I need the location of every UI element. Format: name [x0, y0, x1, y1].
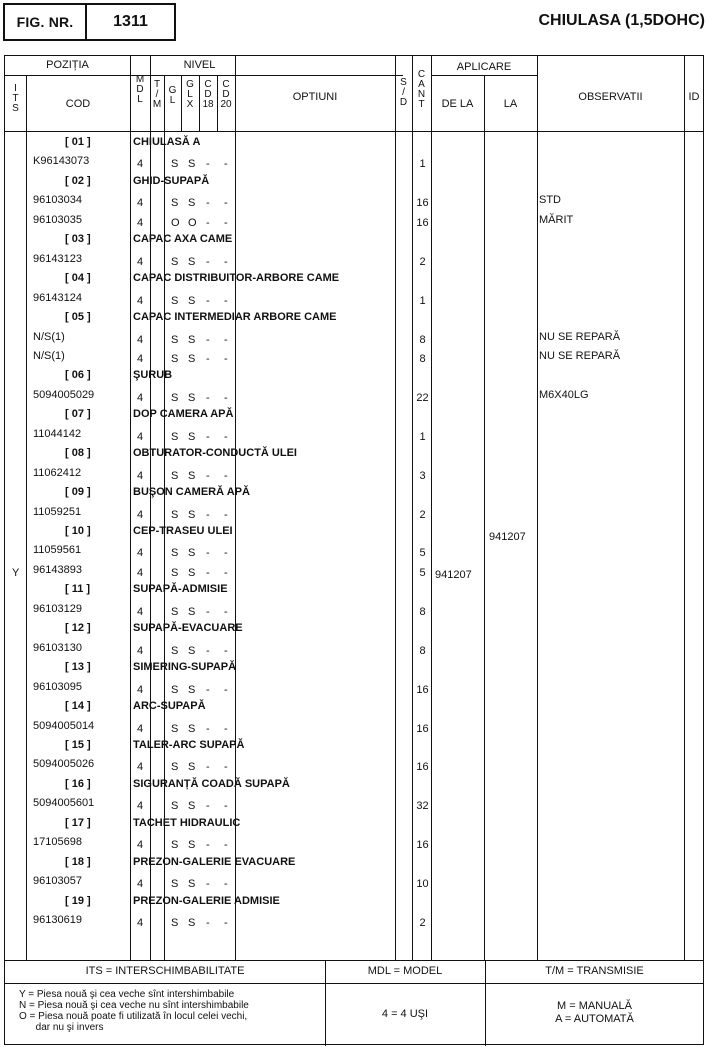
group-position: [ 11 ] [65, 583, 91, 595]
group-name: ŞURUB [133, 369, 173, 381]
col-cod: COD [65, 98, 91, 110]
model-code: 4 [137, 567, 144, 579]
level-gl: S [171, 197, 179, 209]
level-gl: S [171, 431, 179, 443]
col-aplicare: APLICARE [456, 61, 512, 73]
model-code: 4 [137, 684, 144, 696]
model-code: 4 [137, 470, 144, 482]
level-gl: S [171, 684, 179, 696]
group-position: [ 12 ] [65, 622, 91, 634]
group-name: OBTURATOR-CONDUCTĂ ULEI [133, 447, 297, 459]
group-name: CAPAC INTERMEDIAR ARBORE CAME [133, 311, 337, 323]
level-cd18: - [206, 256, 210, 268]
model-code: 4 [137, 761, 144, 773]
page-title: CHIULASA (1,5DOHC) [538, 12, 705, 29]
level-gl: S [171, 392, 179, 404]
quantity: 32 [416, 800, 429, 812]
its-flag: Y [12, 567, 20, 579]
model-code: 4 [137, 392, 144, 404]
group-name: SUPAPĂ-ADMISIE [133, 583, 228, 595]
level-cd20: - [224, 878, 228, 890]
quantity: 3 [419, 470, 426, 482]
part-code: K96143073 [33, 155, 90, 167]
observation: STD [539, 194, 561, 206]
observation: MĂRIT [539, 214, 574, 226]
model-code: 4 [137, 878, 144, 890]
level-gl: S [171, 547, 179, 559]
level-glx: S [188, 645, 196, 657]
quantity: 16 [416, 684, 429, 696]
level-gl: S [171, 723, 179, 735]
quantity: 1 [419, 295, 426, 307]
applicable-from: 941207 [435, 569, 472, 581]
level-gl: S [171, 800, 179, 812]
group-name: GHID-SUPAPĂ [133, 175, 210, 187]
quantity: 16 [416, 839, 429, 851]
part-code: 96103130 [33, 642, 82, 654]
level-cd18: - [206, 800, 210, 812]
observation: NU SE REPARĂ [539, 350, 621, 362]
part-code: N/S(1) [33, 331, 65, 343]
applicable-to: 941207 [489, 531, 526, 543]
group-position: [ 09 ] [65, 486, 91, 498]
level-glx: S [188, 509, 196, 521]
figure-number-box [3, 3, 176, 41]
quantity: 16 [416, 217, 429, 229]
group-position: [ 06 ] [65, 369, 91, 381]
group-position: [ 14 ] [65, 700, 91, 712]
level-cd20: - [224, 470, 228, 482]
level-glx: S [188, 917, 196, 929]
level-cd20: - [224, 197, 228, 209]
model-code: 4 [137, 158, 144, 170]
group-position: [ 19 ] [65, 895, 91, 907]
level-glx: S [188, 295, 196, 307]
level-cd18: - [206, 606, 210, 618]
level-glx: S [188, 839, 196, 851]
col-pozitia: POZIȚIA [46, 59, 89, 71]
group-position: [ 15 ] [65, 739, 91, 751]
level-cd18: - [206, 353, 210, 365]
level-cd20: - [224, 917, 228, 929]
part-code: 96143893 [33, 564, 82, 576]
col-nivel: NIVEL [183, 59, 216, 71]
level-cd20: - [224, 645, 228, 657]
group-position: [ 17 ] [65, 817, 91, 829]
col-optiuni: OPTIUNI [292, 91, 338, 103]
level-cd18: - [206, 567, 210, 579]
level-cd20: - [224, 509, 228, 521]
model-code: 4 [137, 839, 144, 851]
level-gl: S [171, 353, 179, 365]
group-name: DOP CAMERA APĂ [133, 408, 234, 420]
part-code: 96103129 [33, 603, 82, 615]
level-gl: S [171, 761, 179, 773]
col-id: ID [688, 91, 700, 103]
level-cd18: - [206, 217, 210, 229]
level-glx: S [188, 547, 196, 559]
col-cd20: C D 20 [220, 79, 232, 110]
quantity: 16 [416, 761, 429, 773]
group-name: BUŞON CAMERĂ APĂ [133, 486, 250, 498]
level-cd18: - [206, 197, 210, 209]
level-glx: S [188, 761, 196, 773]
level-glx: S [188, 158, 196, 170]
group-position: [ 05 ] [65, 311, 91, 323]
level-glx: O [188, 217, 197, 229]
group-position: [ 13 ] [65, 661, 91, 673]
part-code: 96103035 [33, 214, 82, 226]
level-cd18: - [206, 334, 210, 346]
level-gl: S [171, 567, 179, 579]
level-gl: S [171, 295, 179, 307]
level-cd20: - [224, 217, 228, 229]
level-gl: S [171, 606, 179, 618]
level-cd18: - [206, 431, 210, 443]
part-code: 96103034 [33, 194, 82, 206]
part-code: 5094005014 [33, 720, 95, 732]
model-code: 4 [137, 197, 144, 209]
level-cd20: - [224, 334, 228, 346]
col-glx: G L X [186, 79, 194, 110]
col-observatii: OBSERVATII [578, 91, 643, 103]
group-name: SIGURANȚĂ COADĂ SUPAPĂ [133, 778, 290, 790]
legend-tm-lines [485, 1000, 704, 1026]
level-glx: S [188, 431, 196, 443]
level-gl: O [171, 217, 180, 229]
level-cd20: - [224, 839, 228, 851]
quantity: 5 [419, 547, 426, 559]
model-code: 4 [137, 334, 144, 346]
group-position: [ 10 ] [65, 525, 91, 537]
legend-its-line: N = Piesa nouă şi cea veche nu sînt intershimbabile [19, 1000, 249, 1011]
level-glx: S [188, 606, 196, 618]
level-cd18: - [206, 684, 210, 696]
quantity: 2 [419, 917, 426, 929]
model-code: 4 [137, 431, 144, 443]
legend-its-line: dar nu şi invers [19, 1022, 104, 1033]
quantity: 2 [419, 509, 426, 521]
col-cant: C A N T [417, 69, 426, 110]
level-cd20: - [224, 158, 228, 170]
group-position: [ 08 ] [65, 447, 91, 459]
level-gl: S [171, 878, 179, 890]
quantity: 1 [419, 158, 426, 170]
level-cd20: - [224, 684, 228, 696]
level-gl: S [171, 645, 179, 657]
group-position: [ 02 ] [65, 175, 91, 187]
quantity: 8 [419, 606, 426, 618]
group-name: CHIULASĂ A [133, 136, 201, 148]
legend-tm-line: M = MANUALĂ [557, 1000, 632, 1012]
part-code: 96143123 [33, 253, 82, 265]
col-gl: G L [168, 85, 177, 106]
level-cd18: - [206, 295, 210, 307]
quantity: 8 [419, 645, 426, 657]
quantity: 16 [416, 723, 429, 735]
legend-tm-title: T/M = TRANSMISIE [545, 965, 644, 977]
level-cd18: - [206, 547, 210, 559]
level-cd20: - [224, 392, 228, 404]
part-code: 11059561 [33, 544, 82, 556]
legend-its-line: Y = Piesa nouă şi cea veche sînt intershimbabile [19, 989, 235, 1000]
level-cd18: - [206, 158, 210, 170]
group-position: [ 01 ] [65, 136, 91, 148]
part-code: 17105698 [33, 836, 82, 848]
group-position: [ 18 ] [65, 856, 91, 868]
group-position: [ 16 ] [65, 778, 91, 790]
level-cd20: - [224, 431, 228, 443]
model-code: 4 [137, 509, 144, 521]
model-code: 4 [137, 295, 144, 307]
parts-table [4, 55, 704, 1045]
level-glx: S [188, 878, 196, 890]
level-cd20: - [224, 567, 228, 579]
level-cd20: - [224, 547, 228, 559]
model-code: 4 [137, 217, 144, 229]
legend-its-title: ITS = INTERSCHIMBABILITATE [85, 965, 245, 977]
part-code: 96130619 [33, 914, 82, 926]
group-position: [ 03 ] [65, 233, 91, 245]
level-glx: S [188, 684, 196, 696]
level-cd18: - [206, 761, 210, 773]
figure-number: 1311 [113, 13, 148, 30]
quantity: 2 [419, 256, 426, 268]
group-name: CEP-TRASEU ULEI [133, 525, 233, 537]
level-gl: S [171, 917, 179, 929]
col-mdl: M D L [135, 74, 145, 105]
col-its: I T S [12, 83, 19, 114]
quantity: 10 [416, 878, 429, 890]
level-glx: S [188, 567, 196, 579]
model-code: 4 [137, 547, 144, 559]
level-gl: S [171, 334, 179, 346]
group-name: ARC-SUPAPĂ [133, 700, 206, 712]
model-code: 4 [137, 800, 144, 812]
part-code: 5094005601 [33, 797, 95, 809]
model-code: 4 [137, 645, 144, 657]
level-gl: S [171, 470, 179, 482]
level-cd18: - [206, 392, 210, 404]
level-cd18: - [206, 470, 210, 482]
group-name: PREZON-GALERIE EVACUARE [133, 856, 296, 868]
group-name: CAPAC DISTRIBUITOR-ARBORE CAME [133, 272, 340, 284]
col-cd18: C D 18 [202, 79, 214, 110]
level-cd20: - [224, 723, 228, 735]
level-cd18: - [206, 645, 210, 657]
level-cd18: - [206, 723, 210, 735]
level-cd20: - [224, 761, 228, 773]
part-code: 11062412 [33, 467, 82, 479]
level-glx: S [188, 723, 196, 735]
level-cd18: - [206, 839, 210, 851]
quantity: 5 [419, 567, 426, 579]
level-glx: S [188, 334, 196, 346]
model-code: 4 [137, 256, 144, 268]
level-glx: S [188, 256, 196, 268]
model-code: 4 [137, 606, 144, 618]
col-la: LA [503, 98, 518, 110]
legend-its-line: O = Piesa nouă poate fi utilizată în locul celei vechi, [19, 1011, 248, 1022]
group-name: TALER-ARC SUPAPĂ [133, 739, 245, 751]
legend-mdl-value: 4 = 4 UŞI [381, 1008, 429, 1020]
col-de-la: DE LA [441, 98, 474, 110]
model-code: 4 [137, 723, 144, 735]
level-cd20: - [224, 295, 228, 307]
level-cd18: - [206, 917, 210, 929]
level-glx: S [188, 470, 196, 482]
group-name: CAPAC AXA CAME [133, 233, 233, 245]
level-glx: S [188, 353, 196, 365]
part-code: 11059251 [33, 506, 82, 518]
level-cd20: - [224, 256, 228, 268]
level-glx: S [188, 800, 196, 812]
group-position: [ 04 ] [65, 272, 91, 284]
level-cd18: - [206, 509, 210, 521]
model-code: 4 [137, 917, 144, 929]
level-cd20: - [224, 606, 228, 618]
part-code: 96103057 [33, 875, 82, 887]
group-name: SIMERING-SUPAPĂ [133, 661, 237, 673]
group-name: PREZON-GALERIE ADMISIE [133, 895, 280, 907]
level-gl: S [171, 158, 179, 170]
legend-tm-line: A = AUTOMATĂ [555, 1013, 634, 1025]
observation: M6X40LG [539, 389, 589, 401]
level-gl: S [171, 839, 179, 851]
part-code: 5094005026 [33, 758, 95, 770]
group-name: SUPAPĂ-EVACUARE [133, 622, 243, 634]
part-code: N/S(1) [33, 350, 65, 362]
part-code: 96103095 [33, 681, 82, 693]
level-gl: S [171, 509, 179, 521]
part-code: 5094005029 [33, 389, 95, 401]
group-position: [ 07 ] [65, 408, 91, 420]
quantity: 8 [419, 334, 426, 346]
quantity: 16 [416, 197, 429, 209]
observation: NU SE REPARĂ [539, 331, 621, 343]
level-cd20: - [224, 353, 228, 365]
legend-mdl-title: MDL = MODEL [367, 965, 443, 977]
col-sd: S / D [399, 77, 408, 108]
level-glx: S [188, 197, 196, 209]
legend-its-lines [19, 989, 249, 1033]
model-code: 4 [137, 353, 144, 365]
level-cd18: - [206, 878, 210, 890]
col-tm: T / M [152, 79, 162, 110]
quantity: 1 [419, 431, 426, 443]
group-name: TACHET HIDRAULIC [133, 817, 241, 829]
level-cd20: - [224, 800, 228, 812]
part-code: 11044142 [33, 428, 82, 440]
part-code: 96143124 [33, 292, 82, 304]
level-gl: S [171, 256, 179, 268]
level-glx: S [188, 392, 196, 404]
quantity: 22 [416, 392, 429, 404]
quantity: 8 [419, 353, 426, 365]
figure-label: FIG. NR. [5, 5, 87, 39]
